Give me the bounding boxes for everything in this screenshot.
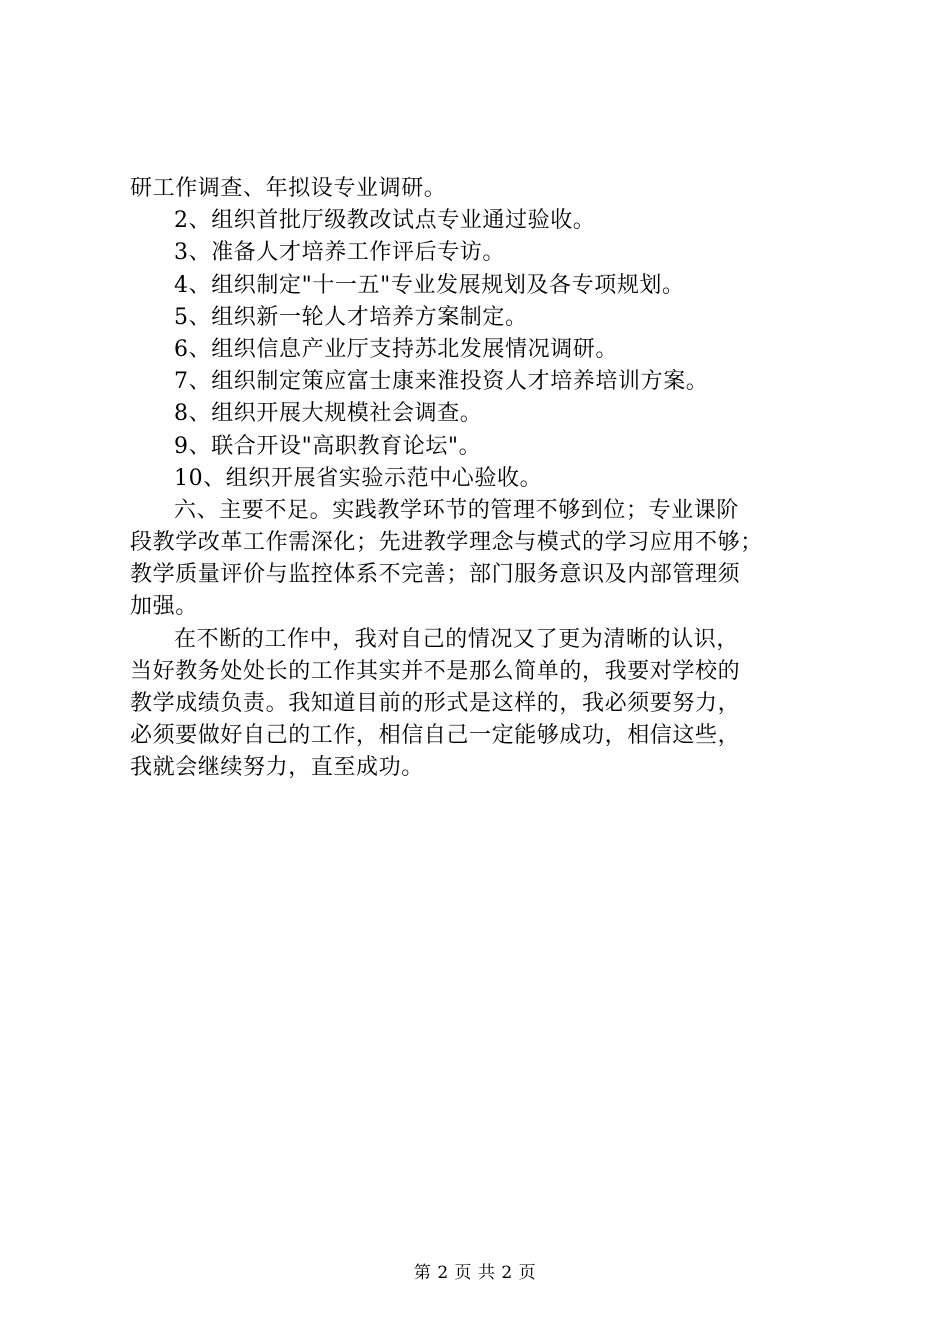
text-line: 教学质量评价与监控体系不完善；部门服务意识及内部管理须	[130, 562, 741, 588]
text-line: 加强。	[130, 594, 198, 620]
text-line: 5、组织新一轮人才培养方案制定。	[174, 304, 528, 330]
text-line: 研工作调查、年拟设专业调研。	[130, 176, 447, 201]
text-line: 7、组织制定策应富士康来淮投资人才培养培训方案。	[174, 369, 709, 395]
text-line: 3、准备人才培养工作评后专访。	[174, 240, 505, 266]
page-footer: 第 2 页 共 2 页	[413, 1263, 537, 1283]
text-line: 10、组织开展省实验示范中心验收。	[174, 465, 543, 491]
text-line: 教学成绩负责。我知道目前的形式是这样的，我必须要努力，	[130, 691, 741, 716]
text-line: 6、组织信息产业厅支持苏北发展情况调研。	[174, 336, 618, 362]
text-line: 当好教务处处长的工作其实并不是那么简单的，我要对学校的	[130, 658, 741, 684]
text-line: 我就会继续努力，直至成功。	[130, 755, 424, 781]
text-line: 六、主要不足。实践教学环节的管理不够到位；专业课阶	[174, 497, 740, 523]
text-line: 在不断的工作中，我对自己的情况又了更为清晰的认识，	[174, 626, 740, 652]
text-line: 9、联合开设"高职教育论坛"。	[174, 433, 482, 459]
text-line: 4、组织制定"十一五"专业发展规划及各专项规划。	[174, 272, 685, 298]
text-line: 2、组织首批厅级教改试点专业通过验收。	[174, 208, 596, 234]
text-line: 必须要做好自己的工作，相信自己一定能够成功，相信这些，	[130, 723, 741, 749]
text-line: 段教学改革工作需深化；先进教学理念与模式的学习应用不够；	[130, 530, 763, 556]
text-line: 8、组织开展大规模社会调查。	[174, 401, 483, 427]
document-body	[130, 173, 830, 785]
